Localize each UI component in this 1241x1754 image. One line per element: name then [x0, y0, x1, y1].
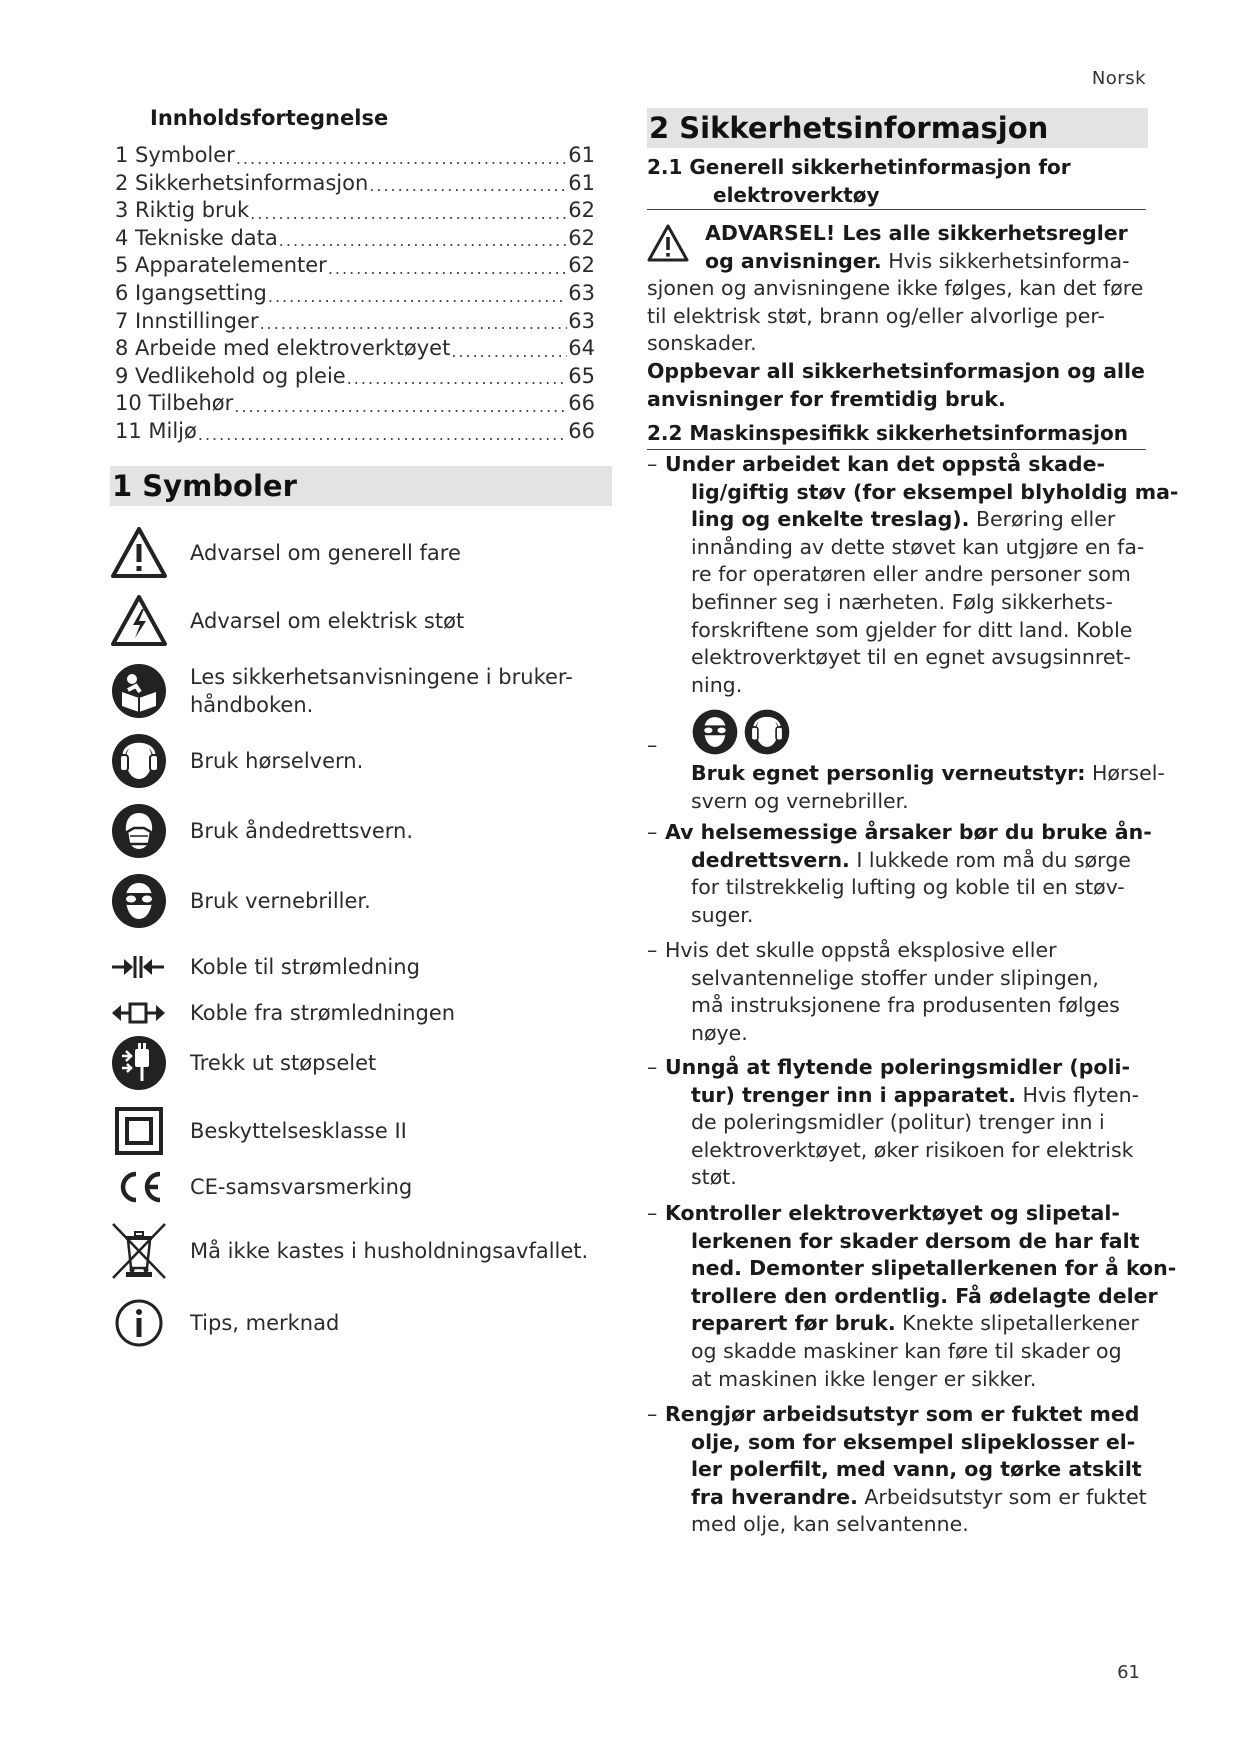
symbol-row: [110, 1294, 340, 1352]
keep-line: Oppbevar all sikkerhetsinformasjon og alle: [647, 359, 1145, 383]
symbol-label: [190, 607, 464, 635]
symbol-label: [190, 1049, 376, 1077]
read-manual-icon: [110, 662, 168, 720]
bullet-text: Hørsel-: [1085, 761, 1165, 785]
table-of-contents: [115, 142, 595, 446]
toc-entry-label: 11 Miljø: [115, 418, 197, 443]
symbol-label-line: Bruk hørselvern.: [190, 749, 364, 773]
keep-line: anvisninger for fremtidig bruk.: [647, 386, 1006, 411]
toc-leader-dots: [279, 230, 567, 252]
symbol-label-line: Advarsel om elektrisk støt: [190, 609, 465, 633]
symbol-label: [190, 1237, 588, 1265]
bullet-text: Berøring eller: [969, 507, 1116, 532]
toc-entry-page: 63: [568, 280, 595, 305]
bullet-bold-text: tur) trenger inn i apparatet.: [691, 1082, 1017, 1107]
general-safety-subheading: [647, 153, 1146, 210]
safety-goggles-icon: [110, 872, 168, 930]
warning-triangle-icon: [647, 222, 689, 264]
ce-mark-icon: [110, 1158, 168, 1216]
toc-leader-dots: [234, 396, 567, 418]
toc-entry-label: 4 Tekniske data: [115, 225, 278, 250]
bullet-text: med olje, kan selvantenne.: [691, 1512, 969, 1537]
symbol-label: [190, 1173, 412, 1201]
toc-entry[interactable]: [115, 170, 595, 198]
toc-leader-dots: [250, 203, 567, 225]
symbol-label-line: CE-samsvarsmerking: [190, 1175, 413, 1199]
bullet-text: støt.: [691, 1165, 737, 1190]
warning-text: Hvis sikkerhetsinforma-: [881, 248, 1130, 273]
bullet-bold-text: Av helsemessige årsaker bør du bruke ån-: [665, 820, 1152, 844]
bullet-text: befinner seg i nærheten. Følg sikkerhets-: [691, 589, 1113, 614]
toc-leader-dots: [328, 258, 567, 280]
symbol-row: [110, 662, 573, 720]
warning-text: sonskader.: [647, 331, 757, 356]
keep-instructions-paragraph: [647, 358, 1146, 413]
bullet-text: re for operatøren eller andre personer som: [691, 562, 1131, 587]
toc-entry-label: 7 Innstillinger: [115, 308, 259, 333]
toc-leader-dots: [268, 286, 567, 308]
toc-entry-page: 66: [568, 391, 595, 416]
bullet-text: innånding av dette støvet kan utgjøre en fa-: [691, 534, 1145, 559]
bullet-text: svern og vernebriller.: [691, 788, 909, 813]
symbol-label-line: Advarsel om generell fare: [190, 541, 461, 565]
symbols-section-heading: 1 Symboler: [110, 466, 612, 506]
toc-entry-label: 9 Vedlikehold og pleie: [115, 363, 346, 388]
bullet-text: for tilstrekkelig lufting og koble til en støv-: [691, 875, 1125, 900]
symbol-label-line: Les sikkerhetsanvisningene i bruker-: [190, 665, 573, 689]
bullet-bold-text: Rengjør arbeidsutstyr som er fuktet med: [665, 1402, 1140, 1426]
toc-leader-dots: [347, 368, 568, 390]
toc-entry-page: 63: [568, 308, 595, 333]
symbol-label-line: Må ikke kastes i husholdningsavfallet.: [190, 1239, 589, 1263]
bullet-text: elektroverktøyet til en egnet avsugsinnret-: [691, 645, 1131, 670]
no-household-waste-icon: [110, 1222, 168, 1280]
safety-section-heading: 2 Sikkerhetsinformasjon: [647, 108, 1148, 148]
respiratory-protection-icon: [110, 802, 168, 860]
toc-entry-page: 66: [568, 418, 595, 443]
language-label: Norsk: [1091, 68, 1146, 89]
symbol-label-line: Trekk ut støpselet: [190, 1051, 377, 1075]
bullet-dash: –: [647, 733, 658, 757]
toc-entry[interactable]: [115, 197, 595, 225]
symbol-row: [110, 1222, 589, 1280]
toc-entry[interactable]: [115, 390, 595, 418]
symbol-row: [110, 1034, 377, 1092]
toc-leader-dots: [451, 341, 567, 363]
toc-leader-dots: [260, 313, 568, 335]
symbol-label: [190, 999, 455, 1027]
page-number: 61: [1117, 1662, 1140, 1683]
bullet-bold-text: ler polerfilt, med vann, og tørke atskilt: [691, 1457, 1142, 1482]
symbol-label: [190, 1309, 339, 1337]
bullet-bold-text: fra hverandre.: [691, 1484, 858, 1509]
toc-leader-dots: [198, 424, 567, 446]
bullet-bold-text: Kontroller elektroverktøyet og slipetal-: [665, 1201, 1120, 1225]
bullet-text: og skadde maskiner kan føre til skader og: [691, 1338, 1122, 1363]
bullet-text: selvantennelige stoffer under slipingen,: [691, 965, 1099, 990]
toc-entry[interactable]: [115, 308, 595, 336]
symbol-label-line: Koble til strømledning: [190, 955, 420, 979]
toc-entry-page: 65: [568, 363, 595, 388]
bullet-text: de poleringsmidler (politur) trenger inn i: [691, 1110, 1105, 1135]
toc-entry-label: 6 Igangsetting: [115, 280, 267, 305]
warning-text: sjonen og anvisningene ikke følges, kan det føre: [647, 276, 1144, 301]
symbol-row: [110, 592, 465, 650]
bullet-dash: –: [647, 820, 658, 844]
bullet-text: må instruksjonene fra produsenten følges: [691, 993, 1120, 1018]
bullet-bold-text: reparert før bruk.: [691, 1311, 896, 1336]
general-warning-paragraph: [647, 220, 1146, 358]
bullet-text: Hvis flyten-: [1016, 1082, 1140, 1107]
toc-entry-page: 62: [568, 225, 595, 250]
bullet-dash: –: [647, 452, 658, 476]
bullet-text: suger.: [691, 902, 754, 927]
symbol-label-line: Bruk vernebriller.: [190, 889, 371, 913]
subheading-line: 2.1 Generell sikkerhetinformasjon for: [647, 155, 1071, 179]
electric-shock-warning-icon: [110, 592, 168, 650]
symbol-label-line: Bruk åndedrettsvern.: [190, 819, 414, 843]
bullet-dash: –: [647, 938, 658, 962]
toc-entry-page: 64: [568, 336, 595, 361]
toc-entry-label: 5 Apparatelementer: [115, 253, 327, 278]
symbol-row: [110, 872, 371, 930]
bullet-bold-text: Unngå at flytende poleringsmidler (poli-: [665, 1055, 1131, 1079]
protection-class-ii-icon: [110, 1102, 168, 1160]
toc-entry-page: 61: [568, 143, 595, 167]
info-icon: [110, 1294, 168, 1352]
toc-entry-label: 2 Sikkerhetsinformasjon: [115, 170, 369, 195]
toc-entry[interactable]: [115, 225, 595, 253]
bullet-text: nøye.: [691, 1020, 748, 1045]
bullet-bold-text: lerkenen for skader dersom de har falt: [691, 1228, 1140, 1253]
safety-goggles-icon: [691, 708, 739, 756]
symbol-label-line: Beskyttelsesklasse II: [190, 1119, 407, 1143]
unplug-icon: [110, 1034, 168, 1092]
bullet-bold-text: trollere den ordentlig. Få ødelagte deler: [691, 1283, 1158, 1308]
bullet-text: forskriftene som gjelder for ditt land. Koble: [691, 617, 1133, 642]
symbol-row: [110, 1158, 413, 1216]
toc-title: Innholdsfortegnelse: [150, 106, 389, 130]
toc-entry-page: 62: [568, 198, 595, 223]
symbol-label: [190, 1117, 407, 1145]
symbol-label: [190, 747, 363, 775]
symbol-row: [110, 732, 364, 790]
toc-entry-label: 3 Riktig bruk: [115, 198, 250, 223]
symbol-label: [190, 953, 420, 981]
warning-text: til elektrisk støt, brann og/eller alvorlige per-: [647, 303, 1105, 328]
toc-entry[interactable]: [115, 280, 595, 308]
warning-bold-text: ADVARSEL! Les alle sikkerhetsregler: [705, 221, 1128, 245]
machine-safety-subheading: 2.2 Maskinspesifikk sikkerhetsinformasjon: [647, 419, 1146, 450]
toc-leader-dots: [236, 148, 567, 170]
bullet-text: Hvis det skulle oppstå eksplosive eller: [665, 938, 1057, 962]
symbol-label-line: Tips, merknad: [190, 1311, 340, 1335]
toc-entry[interactable]: [115, 252, 595, 280]
bullet-bold-text: ned. Demonter slipetallerkenen for å kon-: [691, 1256, 1177, 1281]
hearing-protection-icon: [110, 732, 168, 790]
bullet-text: at maskinen ikke lenger er sikker.: [691, 1366, 1037, 1391]
bullet-dash: –: [647, 1055, 658, 1079]
toc-entry-label: 1 Symboler: [115, 143, 235, 167]
symbol-label: [190, 663, 573, 719]
bullet-bold-text: Bruk egnet personlig verneutstyr:: [691, 761, 1086, 785]
symbol-row: [110, 802, 414, 860]
bullet-dash: –: [647, 1201, 658, 1225]
symbol-row: [110, 1102, 407, 1160]
toc-leader-dots: [369, 175, 567, 197]
symbol-label: [190, 887, 371, 915]
toc-entry[interactable]: [115, 335, 595, 363]
toc-entry[interactable]: [115, 142, 595, 170]
toc-entry-label: 8 Arbeide med elektroverktøyet: [115, 336, 451, 361]
warning-bold-text: og anvisninger.: [705, 248, 882, 273]
bullet-text: Knekte slipetallerkener: [895, 1311, 1139, 1336]
bullet-bold-text: dedrettsvern.: [691, 847, 850, 872]
toc-entry-label: 10 Tilbehør: [115, 391, 234, 416]
symbol-label-line: håndboken.: [190, 693, 314, 717]
warning-triangle-icon: [110, 524, 168, 582]
bullet-text: Arbeidsutstyr som er fuktet: [857, 1484, 1147, 1509]
symbol-row: [110, 524, 461, 582]
bullet-text: elektroverktøyet, øker risikoen for elektrisk: [691, 1137, 1134, 1162]
symbol-label-line: Koble fra strømledningen: [190, 1001, 456, 1025]
hearing-protection-icon: [743, 708, 791, 756]
bullet-bold-text: ling og enkelte treslag).: [691, 507, 970, 532]
bullet-bold-text: Under arbeidet kan det oppstå skade-: [665, 452, 1105, 476]
bullet-bold-text: olje, som for eksempel slipeklosser el-: [691, 1429, 1136, 1454]
symbol-label: [190, 539, 461, 567]
toc-entry-page: 61: [568, 170, 595, 195]
symbol-label: [190, 817, 413, 845]
toc-entry[interactable]: [115, 363, 595, 391]
bullet-dash: –: [647, 1402, 658, 1426]
bullet-text: I lukkede rom må du sørge: [849, 847, 1131, 872]
toc-entry[interactable]: [115, 418, 595, 446]
subheading-line: elektroverktøy: [713, 183, 880, 207]
bullet-text: ning.: [691, 672, 743, 697]
bullet-bold-text: lig/giftig støv (for eksempel blyholdig ma-: [691, 479, 1179, 504]
toc-entry-page: 62: [568, 253, 595, 278]
